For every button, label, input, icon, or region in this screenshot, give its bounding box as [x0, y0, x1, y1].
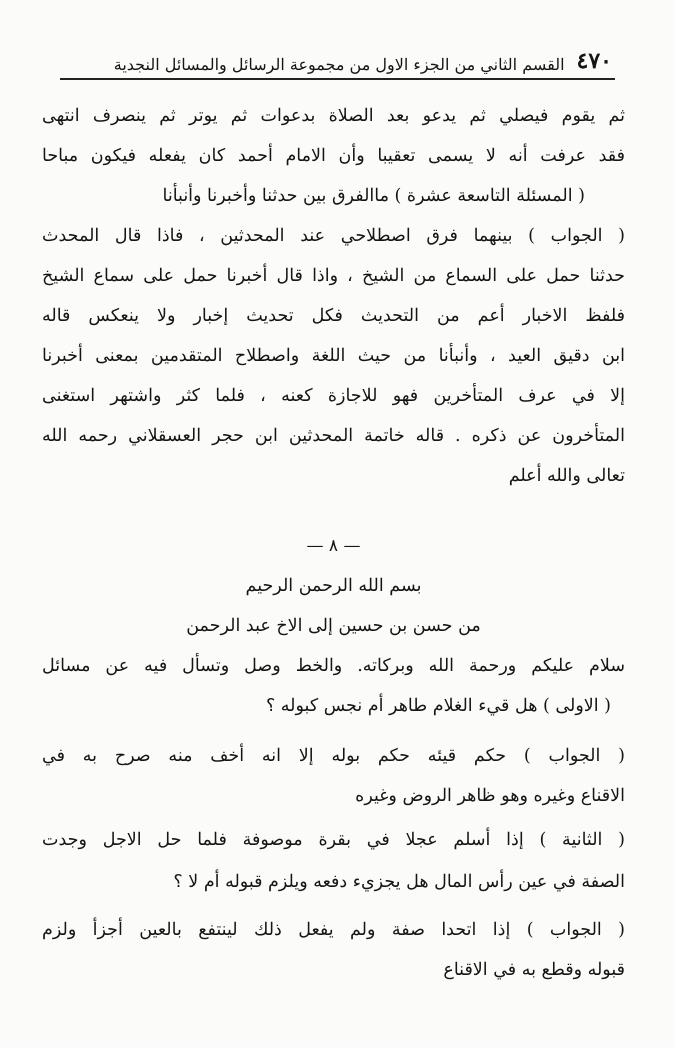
text-line: فقد عرفت أنه لا يسمى تعقيبا وأن الامام أحمد كان يفعله فيكون مباحا: [42, 146, 625, 166]
text-line: المتأخرون عن ذكره . قاله خاتمة المحدثين ابن حجر العسقلاني رحمه الله: [42, 426, 625, 446]
text-line: الصفة في عين رأس المال هل يجزيء دفعه ويلزم قبوله أم لا ؟: [173, 872, 625, 892]
section-marker: — ٨ —: [306, 536, 361, 556]
page-number: ٤٧٠: [576, 47, 612, 74]
text-line: إلا في عرف المتأخرين فهو للاجازة كعنه ، فلما كثر واشتهر استغنى: [42, 386, 625, 406]
text-line: سلام عليكم ورحمة الله وبركاته. والخط وصل وتسأل فيه عن مسائل: [42, 656, 625, 676]
text-line: حدثنا حمل على السماع من الشيخ ، واذا قال أخبرنا حمل على سماع الشيخ: [42, 266, 625, 286]
text-line: قبوله وقطع به في الاقناع: [443, 960, 625, 980]
text-line: ( الجواب ) بينهما فرق اصطلاحي عند المحدثين ، فاذا قال المحدث: [42, 226, 625, 246]
text-line: ( الجواب ) حكم قيئه حكم بوله إلا انه أخف منه صرح به في: [42, 746, 625, 766]
basmala: بسم الله الرحمن الرحيم: [245, 576, 422, 596]
question-heading: ( المسئلة التاسعة عشرة ) ماالفرق بين حدثنا وأخبرنا وأنبأنا: [162, 186, 585, 206]
question-heading: ( الاولى ) هل قيء الغلام طاهر أم نجس كبوله ؟: [265, 696, 611, 716]
letter-addressee: من حسن بن حسين إلى الاخ عبد الرحمن: [186, 616, 481, 636]
text-line: ثم يقوم فيصلي ثم يدعو بعد الصلاة بدعوات ثم يوتر ثم ينصرف انتهى: [42, 106, 625, 126]
text-line: فلفظ الاخبار أعم من التحديث فكل تحديث إخبار ولا ينعكس قاله: [42, 306, 625, 326]
text-line: ( الجواب ) إذا اتحدا صفة ولم يفعل ذلك لينتفع بالعين أجزأ ولزم: [42, 920, 625, 940]
text-line: تعالى والله أعلم: [508, 466, 625, 486]
running-header: [72, 40, 612, 74]
question-heading: ( الثانية ) إذا أسلم عجلا في بقرة موصوفة فلما حل الاجل وجدت: [42, 830, 625, 850]
header-rule: [60, 78, 615, 80]
text-line: ابن دقيق العيد ، وأنبأنا من حيث اللغة واصطلاح المتقدمين بمعنى أخبرنا: [42, 346, 625, 366]
header-title: القسم الثاني من الجزء الاول من مجموعة الرسائل والمسائل النجدية: [113, 54, 565, 74]
text-line: الاقناع وغيره وهو ظاهر الروض وغيره: [355, 786, 625, 806]
